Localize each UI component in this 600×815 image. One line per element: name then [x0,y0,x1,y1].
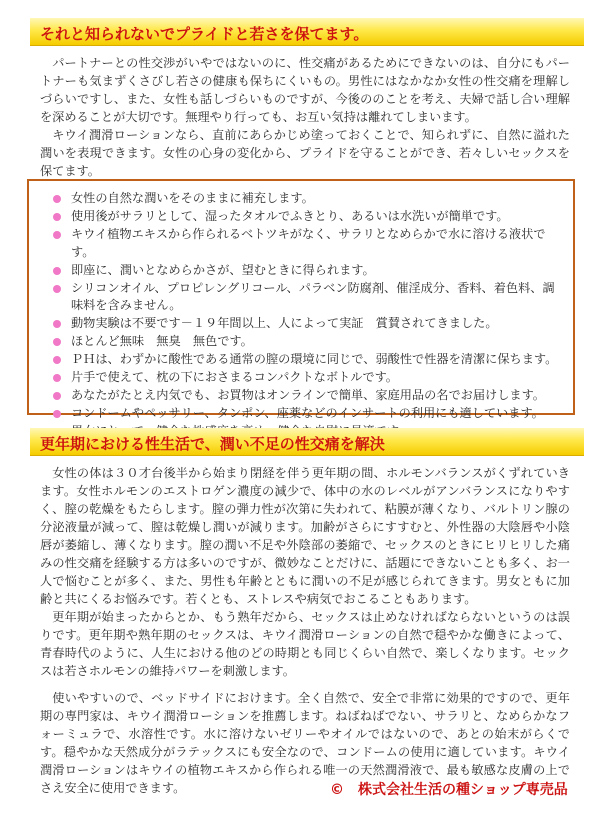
bullet-icon [53,392,61,400]
menopause-paragraph-1: 女性の体は３０才台後半から始まり閉経を伴う更年期の間、ホルモンバランスがくずれていきます。女性ホルモンのエストロゲン濃度の減少で、体中の水のレベルがアンバランスになりやすく、膣の乾燥をもたらします。膣の弾力性が次第に失われて、粘膜が薄くなり、バルトリン腺の分泌液量が減って、膣は乾燥し潤いが減ります。加齢がさらにすすむと、外性器の大陰唇や小陰唇が萎縮し、薄くなります。膣の潤い不足や外陰部の萎縮で、セックスのときにヒリヒリした痛みの性交痛を経験する方は多いのですが、微妙なことだけに、話題にできないことも多く、お一人で悩むことが多く、また、男性も年齢とともに潤いの不足が感じられてきます。男女ともに加齢と共にくるお悩みです。若くとも、ストレスや病気でおこることもあります。 [40,466,570,606]
feature-item: ＰＨは、わずかに酸性である通常の膣の環境に同じで、弱酸性で性器を清潔に保ちます。 [53,351,559,369]
bullet-icon [53,374,61,382]
section-title-pride: それと知られないでプライドと若さを保てます。 [40,25,369,43]
menopause-paragraph-3: 使いやすいので、ベッドサイドにおけます。全く自然で、安全で非常に効果的ですので、更年期の専門家は、キウイ潤滑ローションを推薦します。ねばねばでない、サラリと、なめらかなフォーミュラで、水溶性です。水に溶けないゼリーやオイルではないので、あとの始末がらくです。穏やかな天然成分がラテックスにも安全なので、コンドームの使用に適しています。キウイ潤滑ローションはキウイの植物エキスから作られる唯一の天然潤滑液で、最も敏感な皮膚の上でさえ安全に使用できます。 [40,691,570,795]
section-title-menopause: 更年期における性生活で、潤い不足の性交痛を解決 [40,435,385,453]
bullet-icon [53,213,61,221]
feature-item: ほとんど無味 無臭 無色です。 [53,333,559,351]
bullet-icon [53,267,61,275]
feature-item: キウイ植物エキスから作られるベトツキがなく、サラリとなめらかで水に溶ける液状です。 [53,226,559,262]
feature-list [29,181,573,441]
bullet-icon [53,338,61,346]
feature-item: 動物実験は不要です－１９年間以上、人によって実証 賞賛されてきました。 [53,315,559,333]
feature-item: 使用後がサラリとして、湿ったタオルでふきとり、あるいは水洗いが簡単です。 [53,208,559,226]
bullet-icon [53,231,61,239]
bullet-icon [53,195,61,203]
feature-item: あなたがたとえ内気でも、お買物はオンラインで簡単、家庭用品の名でお届けします。 [53,387,559,405]
bullet-icon [53,285,61,293]
feature-item: コンドームやペッサリー、タンポン、座薬などのインサートの利用にも適しています。 [53,405,559,423]
feature-item: 即座に、潤いとなめらかさが、望むときに得られます。 [53,262,559,280]
menopause-paragraph-2: 更年期が始まったからとか、もう熟年だから、セックスは止めなければならないというのは誤りです。更年期や熟年期のセックスは、キウイ潤滑ローションの自然で穏やかな働きによって、青春時代のように、人生における他のどの時期とも同じくらい自然で、楽しくなります。セックスは若さホルモンの維持パワーを刺激します。 [40,610,570,678]
copyright-notice: © 株式会社生活の種ショップ専売品 [330,782,568,798]
feature-item: 片手で使えて、枕の下におさまるコンパクトなボトルです。 [53,369,559,387]
bullet-icon [53,410,61,418]
bullet-icon [53,356,61,364]
intro-paragraph-2: キウイ潤滑ローションなら、直前にあらかじめ塗っておくことで、知られずに、自然に溢れた潤いを表現できます。女性の心身の変化から、プライドを守ることができ、若々しいセックスを保てます。 [40,128,570,178]
feature-item: 女性の自然な潤いをそのままに補充します。 [53,190,559,208]
features-box [27,179,575,420]
bullet-icon [53,320,61,328]
section-header-menopause [30,428,584,456]
section-header-pride [30,18,584,46]
feature-item: シリコンオイル、プロピレングリコール、パラベン防腐剤、催淫成分、香料、着色料、調味料を含みません。 [53,280,559,316]
intro-paragraph-1: パートナーとの性交渉がいやではないのに、性交痛があるためにできないのは、自分にもパートナーも気まずくさびし若さの健康も保ちにくいもの。男性にはなかなか女性の性交痛を理解しづらいですし、また、女性も話しづらいものですが、今後ののことを考え、夫婦で話し合い理解を深めることが大切です。無理やり行っても、お互い気持は離れてしまいます。 [40,56,570,124]
